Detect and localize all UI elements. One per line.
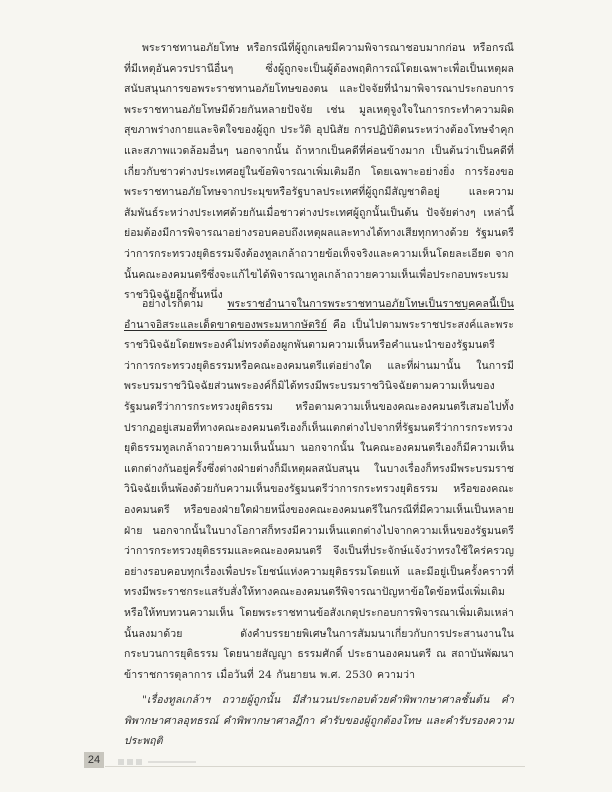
- paragraph-2-emphasis: พระราชอำนาจในการพระราชทานอภัยโทษเป็นราชบุคคลนี้เป็นอำนาจอิสระและเด็ดขาดของพระมหากษัตริย์: [124, 298, 514, 331]
- body-paragraph-2: [124, 294, 514, 685]
- paragraph-2-body: คือ เป็นไปตามพระราชประสงค์และพระราชวินิจฉัยโดยพระองค์ไม่ทรงต้องผูกพันตามความเห็นหรือคำแนะนำของรัฐมนตรีว่าการกระทรวงยุติธรรมหรือคณะองคมนตรีแต่อย่างใด และที่ผ่านมานั้น ในการมีพระบรมราชวินิจฉัยส่วนพระองค์ก็มิได้ทรงมีพระบรมราชวินิจฉัยตามความเห็นของรัฐมนตรีว่าการกระทรวงยุติธรรม หรือตามความเห็นของคณะองคมนตรีเสมอไปทั้งปรากฏอยู่เสมอที่ทางคณะองคมนตรีเองก็เห็นแตกต่างไปจากที่รัฐมนตรีว่าการกระทรวงยุติธรรมทูลเกล้าถวายความเห็นนั้นมา นอกจากนั้น ในคณะองคมนตรีเองก็มีความเห็นแตกต่างกันอยู่ครั้งซึ่งต่างฝ่ายต่างก็มีเหตุผลสนับสนุน ในบางเรื่องก็ทรงมีพระบรมราชวินิจฉัยเห็นพ้องด้วยกับความเห็นของรัฐมนตรีว่าการกระทรวงยุติธรรม หรือของคณะองคมนตรี หรือของฝ่ายใดฝ่ายหนึ่งของคณะองคมนตรีในกรณีที่มีความเห็นเป็นหลายฝ่าย นอกจากนั้นในบางโอกาสก็ทรงมีความเห็นแตกต่างไปจากความเห็นของรัฐมนตรีว่าการกระทรวงยุติธรรมและคณะองคมนตรี จึงเป็นที่ประจักษ์แจ้งว่าทรงใช้ใคร่ครวญอย่างรอบคอบทุกเรื่องเพื่อประโยชน์แห่งความยุติธรรมโดยแท้ และมีอยู่เป็นครั้งคราวที่ทรงมีพระราชกระแสรับสั่งให้ทางคณะองคมนตรีพิจารณาปัญหาข้อใดข้อหนึ่งเพิ่มเติมหรือให้ทบทวนความเห็น โดยพระราชทานข้อสังเกตุประกอบการพิจารณาเพิ่มเติมเหล่านั้นลงมาด้วย ดังคำบรรยายพิเศษในการสัมมนาเกี่ยวกับการประสานงานในกระบวนการยุติธรรม โดยนายสัญญา ธรรมศักดิ์ ประธานองคมนตรี ณ สถาบันพัฒนาข้าราชการตุลาการ เมื่อวันที่ 24 กันยายน พ.ศ. 2530 ความว่า: [124, 318, 514, 681]
- paragraph-2-intro: อย่างไรก็ตาม: [142, 298, 228, 310]
- footer-decoration: [118, 757, 198, 767]
- page-number: 24: [84, 752, 104, 768]
- quoted-passage: "เรื่องทูลเกล้าฯ ถวายผู้ถูกนั้น มีสำนวนประกอบด้วยคำพิพากษาศาลชั้นต้น คำพิพากษาศาลอุทธรณ์ คำพิพากษาศาลฎีกา คำรับของผู้ถูกต้องโทษ และคำรับรองความประพฤติ: [124, 694, 514, 748]
- body-paragraph-1: พระราชทานอภัยโทษ หรือกรณีที่ผู้ถูกเลขมีความพิจารณาชอบมากก่อน หรือกรณีที่มีเหตุอันควรปรานีอื่นๆ ซึ่งผู้ถูกจะเป็นผู้ต้องพฤติการณ์โดยเฉพาะเพื่อเป็นเหตุผลสนับสนุนการขอพระราชทานอภัยโทษของตน และปัจจัยที่นำมาพิจารณาประกอบการพระราชทานอภัยโทษมีด้วยกันหลายปัจจัย เช่น มูลเหตุจูงใจในการกระทำความผิด สุขภาพร่างกายและจิตใจของผู้ถูก ประวัติ อุปนิสัย การปฏิบัติตนระหว่างต้องโทษจำคุก และสภาพแวดล้อมอื่นๆ นอกจากนั้น ถ้าหากเป็นคดีที่ค่อนข้างมาก เป็นต้นว่าเป็นคดีที่เกี่ยวกับชาวต่างประเทศอยู่ในข้อพิจารณาเพิ่มเติมอีก โดยเฉพาะอย่างยิ่ง การร้องขอพระราชทานอภัยโทษจากประมุขหรือรัฐบาลประเทศที่ผู้ถูกมีสัญชาติอยู่ และความสัมพันธ์ระหว่างประเทศด้วยกันเมื่อชาวต่างประเทศผู้ถูกนั้นเป็นต้น ปัจจัยต่างๆ เหล่านี้ย่อมต้องมีการพิจารณาอย่างรอบคอบถึงเหตุผลและทางได้ทางเสียทุกทางด้วย รัฐมนตรีว่าการกระทรวงยุติธรรมจึงต้องทูลเกล้าถวายข้อเท็จจริงและความเห็นโดยละเอียด จากนั้นคณะองคมนตรีซึ่งจะแก้ไขได้พิจารณาทูลเกล้าถวายความเห็นเพื่อประกอบพระบรมราชวินิจฉัยอีกชั้นหนึ่ง: [124, 42, 514, 302]
